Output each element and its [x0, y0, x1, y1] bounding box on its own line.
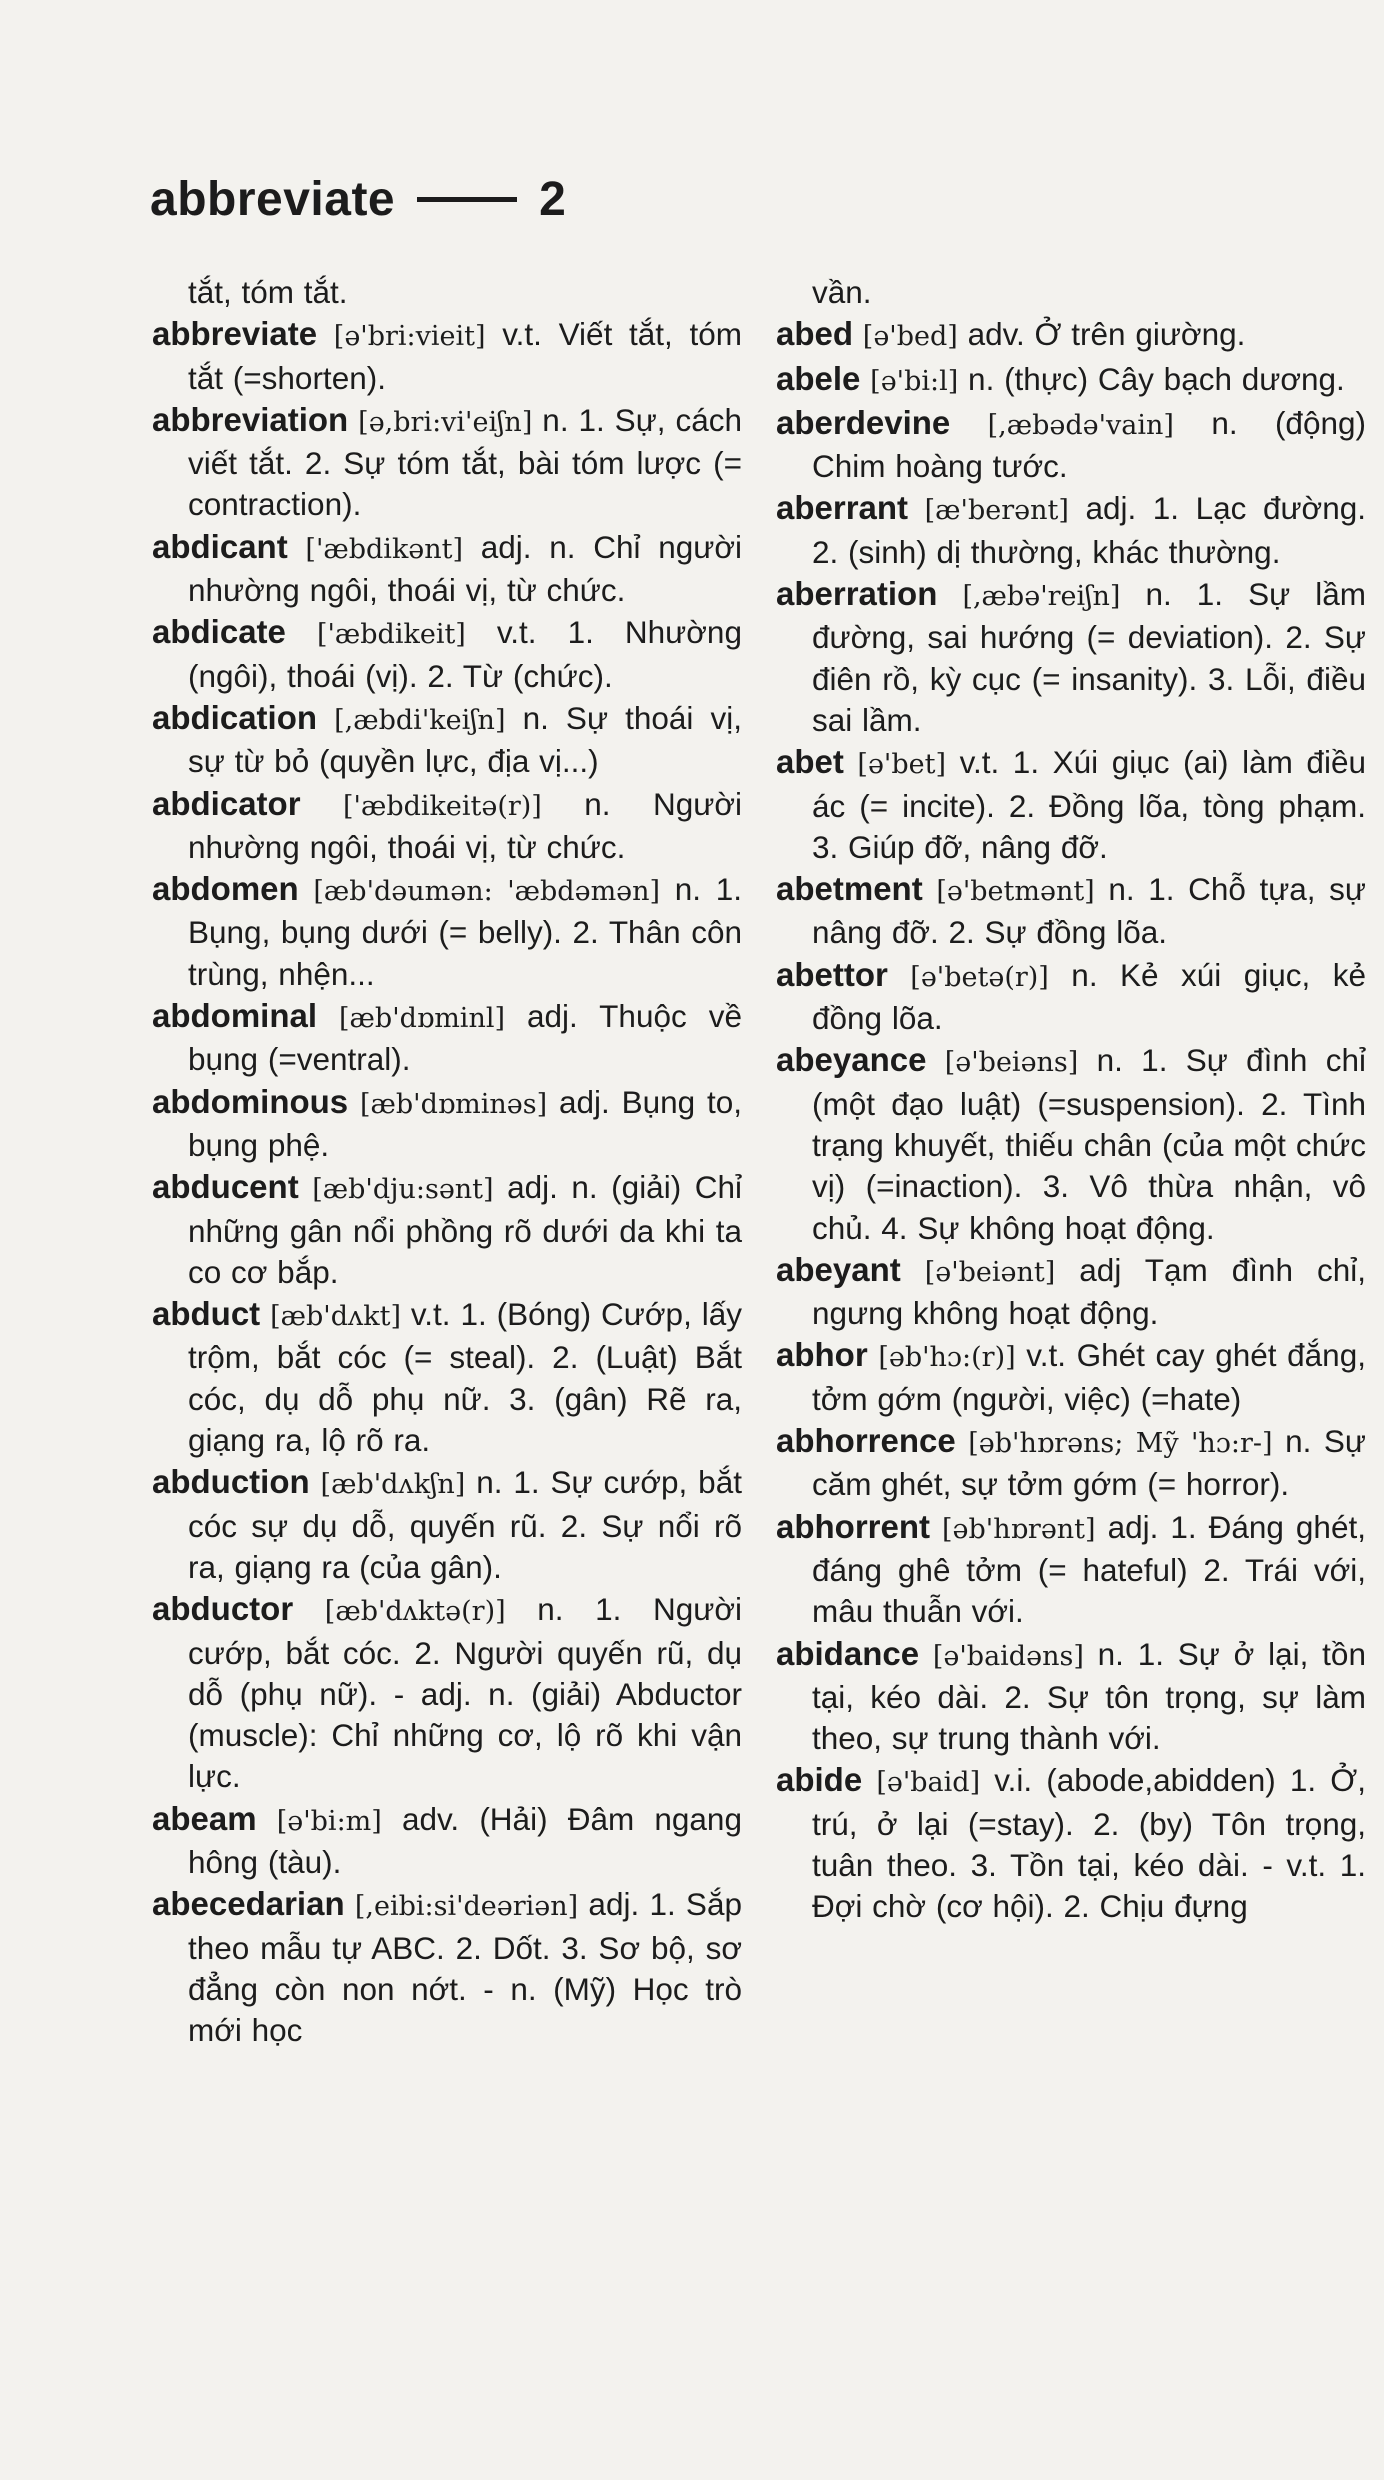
definition: v.t. 1. Nhường (ngôi), thoái (vị). 2. Từ (chức).	[188, 614, 742, 694]
dictionary-entry	[152, 1166, 742, 1293]
dictionary-entry	[152, 1081, 742, 1167]
pronunciation: ['æbdikənt]	[305, 533, 464, 565]
definition: n. Người nhường ngôi, thoái vị, từ chức.	[188, 785, 742, 865]
definition: v.t. Viết tắt, tóm tắt (=shorten).	[188, 316, 742, 396]
headword: abduction	[152, 1463, 310, 1501]
definition: n. (động) Chim hoàng tước.	[812, 404, 1366, 485]
pronunciation: [æb'dəumən: 'æbdəmən]	[313, 876, 661, 908]
dictionary-entry	[152, 783, 742, 869]
pronunciation: [ə'baid]	[876, 1767, 981, 1799]
definition: adj. 1. Lạc đường. 2. (sinh) dị thường, khác thường.	[812, 490, 1366, 570]
headword: abed	[776, 315, 854, 353]
dictionary-entry	[776, 272, 1366, 313]
pronunciation: [əb'hɒrənt]	[942, 1513, 1096, 1545]
definition: adj. n. (giải) Chỉ những gân nổi phồng rõ dưới da khi ta co cơ bắp.	[188, 1169, 742, 1290]
headword: abdicate	[152, 613, 286, 651]
pronunciation: [æb'dɒminl]	[339, 1003, 505, 1035]
pronunciation: [ə'bed]	[862, 321, 958, 353]
headword: abbreviate	[152, 315, 318, 353]
headword: abet	[776, 743, 844, 781]
definition: n. 1. Sự đình chỉ (một đạo luật) (=suspension). 2. Tình trạng khuyết, thiếu chân (của một chức vị) (=inaction). 3. Vô thừa nhận, vô chủ. 4. Sự không hoạt động.	[812, 1042, 1366, 1246]
pronunciation: [æb'dʌkʃn]	[320, 1469, 466, 1501]
dictionary-entry	[776, 1759, 1366, 1927]
pronunciation: [ə'bi:m]	[276, 1805, 382, 1837]
definition: adv. (Hải) Đâm ngang hông (tàu).	[188, 1800, 742, 1880]
dictionary-entry	[152, 995, 742, 1081]
definition: n. 1. Người cướp, bắt cóc. 2. Người quyến rũ, dụ dỗ (phụ nữ). - adj. n. (giải) Abductor (muscle): Chỉ những cơ, lộ rõ khi vận lực.	[188, 1591, 742, 1795]
header-word: abbreviate	[150, 173, 396, 226]
dictionary-entry	[152, 1798, 742, 1884]
definition: n. Sự căm ghét, sự tởm gớm (= horror).	[812, 1423, 1366, 1503]
pronunciation: [æb'dɒminəs]	[359, 1088, 548, 1120]
headword: abhorrence	[776, 1422, 956, 1460]
definition: n. Kẻ xúi giục, kẻ đồng lõa.	[812, 956, 1366, 1037]
left-column	[152, 272, 742, 2051]
headword: abductor	[152, 1590, 294, 1628]
headword: abele	[776, 359, 861, 397]
headword: aberration	[776, 575, 938, 613]
dictionary-entry	[776, 1334, 1366, 1420]
pronunciation: [ə'bri:vieit]	[333, 321, 486, 353]
definition: v.t. 1. Xúi giục (ai) làm điều ác (= incite). 2. Đồng lõa, tòng phạm. 3. Giúp đỡ, nâng đỡ.	[812, 744, 1366, 865]
definition: vần.	[812, 274, 872, 310]
dictionary-entry	[776, 358, 1366, 402]
dictionary-entry	[776, 1249, 1366, 1335]
dictionary-entry	[152, 1588, 742, 1797]
definition: adj Tạm đình chỉ, ngưng không hoạt động.	[812, 1251, 1366, 1332]
pronunciation: [æb'dʌktə(r)]	[324, 1596, 506, 1628]
pronunciation: [ə'beiənt]	[924, 1256, 1056, 1288]
dictionary-entry	[152, 1461, 742, 1588]
pronunciation: [,æbədə'vain]	[987, 409, 1174, 441]
pronunciation: [,eibi:si'deəriən]	[354, 1891, 579, 1923]
definition: v.t. 1. (Bóng) Cướp, lấy trộm, bắt cóc (= steal). 2. (Luật) Bắt cóc, dụ dỗ phụ nữ. 3. (gân) Rẽ ra, giạng ra, lộ rõ ra.	[188, 1296, 742, 1459]
dictionary-entry	[776, 1506, 1366, 1633]
definition: adj. 1. Sắp theo mẫu tự ABC. 2. Dốt. 3. Sơ bộ, sơ đẳng còn non nớt. - n. (Mỹ) Học trò mới học	[188, 1886, 742, 2049]
dictionary-entry	[776, 741, 1366, 868]
pronunciation: [ə'betmənt]	[936, 876, 1095, 908]
definition: v.t. Ghét cay ghét đắng, tởm gớm (người, việc) (=hate)	[812, 1337, 1366, 1417]
definition: n. Sự thoái vị, sự từ bỏ (quyền lực, địa vị...)	[188, 699, 742, 780]
dictionary-entry	[776, 402, 1366, 488]
definition: v.i. (abode,abidden) 1. Ở, trú, ở lại (=stay). 2. (by) Tôn trọng, tuân theo. 3. Tồn tại, kéo dài. - v.t. 1. Đợi chờ (cơ hội). 2. Chịu đựng	[812, 1762, 1366, 1925]
pronunciation: [ə'betə(r)]	[910, 961, 1049, 993]
headword: abhor	[776, 1336, 868, 1374]
dictionary-entry	[152, 272, 742, 313]
headword: abettor	[776, 955, 888, 993]
header-dash	[417, 197, 517, 202]
pronunciation: [ə'baidəns]	[932, 1640, 1084, 1672]
pronunciation: [,æbə'reiʃn]	[962, 581, 1121, 613]
dictionary-entry	[776, 573, 1366, 741]
headword: abdicant	[152, 527, 288, 565]
dictionary-entry	[776, 1420, 1366, 1506]
headword: abdomen	[152, 870, 299, 908]
dictionary-entry	[152, 399, 742, 526]
headword: aberdevine	[776, 403, 951, 441]
headword: abeyance	[776, 1041, 927, 1079]
definition: adj. 1. Đáng ghét, đáng ghê tởm (= hateful) 2. Trái với, mâu thuẫn với.	[812, 1508, 1366, 1630]
dictionary-entry	[776, 954, 1366, 1040]
definition: n. 1. Sự ở lại, tồn tại, kéo dài. 2. Sự tôn trọng, sự làm theo, sự trung thành với.	[812, 1635, 1366, 1757]
pronunciation: [,æbdi'keiʃn]	[334, 704, 506, 736]
pronunciation: ['æbdikeitə(r)]	[342, 790, 542, 822]
dictionary-entry	[776, 313, 1366, 357]
dictionary-entry	[776, 868, 1366, 954]
definition: adv. Ở trên giường.	[967, 316, 1246, 353]
definition: n. 1. Sự cướp, bắt cóc sự dụ dỗ, quyến rũ. 2. Sự nổi rõ ra, giạng ra (của gân).	[188, 1464, 742, 1585]
headword: abhorrent	[776, 1507, 931, 1545]
headword: abducent	[152, 1168, 299, 1206]
headword: abecedarian	[152, 1885, 345, 1923]
dictionary-entry	[152, 526, 742, 612]
definition: n. 1. Sự, cách viết tắt. 2. Sự tóm tắt, bài tóm lược (= contraction).	[188, 401, 742, 523]
definition: adj. Thuộc về bụng (=ventral).	[188, 998, 742, 1078]
definition: adj. n. Chỉ người nhường ngôi, thoái vị, từ chức.	[188, 528, 742, 609]
headword: abdication	[152, 698, 318, 736]
pronunciation: [ə'beiəns]	[944, 1047, 1079, 1079]
definition: adj. Bụng to, bụng phệ.	[188, 1083, 742, 1163]
page-number: 2	[539, 173, 567, 226]
dictionary-entry	[152, 697, 742, 783]
headword: abbreviation	[152, 400, 349, 438]
headword: abidance	[776, 1634, 920, 1672]
headword: abeam	[152, 1799, 257, 1837]
pronunciation: [ə'bet]	[857, 749, 947, 781]
headword: aberrant	[776, 489, 909, 527]
pronunciation: [ə,bri:vi'eiʃn]	[358, 406, 533, 438]
dictionary-entry	[776, 1633, 1366, 1760]
dictionary-entry	[152, 611, 742, 697]
dictionary-entry	[776, 487, 1366, 573]
definition: n. 1. Chỗ tựa, sự nâng đỡ. 2. Sự đồng lõa.	[812, 871, 1366, 951]
headword: abdominous	[152, 1082, 349, 1120]
headword: abdicator	[152, 784, 301, 822]
pronunciation: [æb'dʌkt]	[270, 1301, 401, 1333]
pronunciation: [ə'bi:l]	[870, 365, 959, 397]
pronunciation: [əb'hɒrəns; Mỹ 'hɔ:r-]	[968, 1428, 1273, 1460]
right-column	[776, 272, 1366, 1928]
definition: n. 1. Bụng, bụng dưới (= belly). 2. Thân côn trùng, nhện...	[188, 871, 742, 992]
pronunciation: ['æbdikeit]	[316, 619, 466, 651]
headword: abdominal	[152, 997, 318, 1035]
pronunciation: [æb'dju:sənt]	[312, 1174, 494, 1206]
pronunciation: [æ'berənt]	[924, 495, 1069, 527]
headword: abeyant	[776, 1250, 901, 1288]
dictionary-entry	[152, 313, 742, 399]
dictionary-entry	[776, 1039, 1366, 1248]
pronunciation: [əb'hɔ:(r)]	[878, 1342, 1016, 1374]
headword: abetment	[776, 870, 923, 908]
dictionary-entry	[152, 1293, 742, 1461]
headword: abide	[776, 1761, 863, 1799]
definition: tắt, tóm tắt.	[188, 274, 348, 310]
dictionary-entry	[152, 1883, 742, 2051]
running-header	[150, 172, 566, 227]
definition: n. 1. Sự lầm đường, sai hướng (= deviation). 2. Sự điên rồ, kỳ cục (= insanity). 3. Lỗi, điều sai lầm.	[812, 576, 1366, 738]
definition: n. (thực) Cây bạch dương.	[968, 360, 1345, 397]
dictionary-entry	[152, 868, 742, 995]
headword: abduct	[152, 1295, 261, 1333]
